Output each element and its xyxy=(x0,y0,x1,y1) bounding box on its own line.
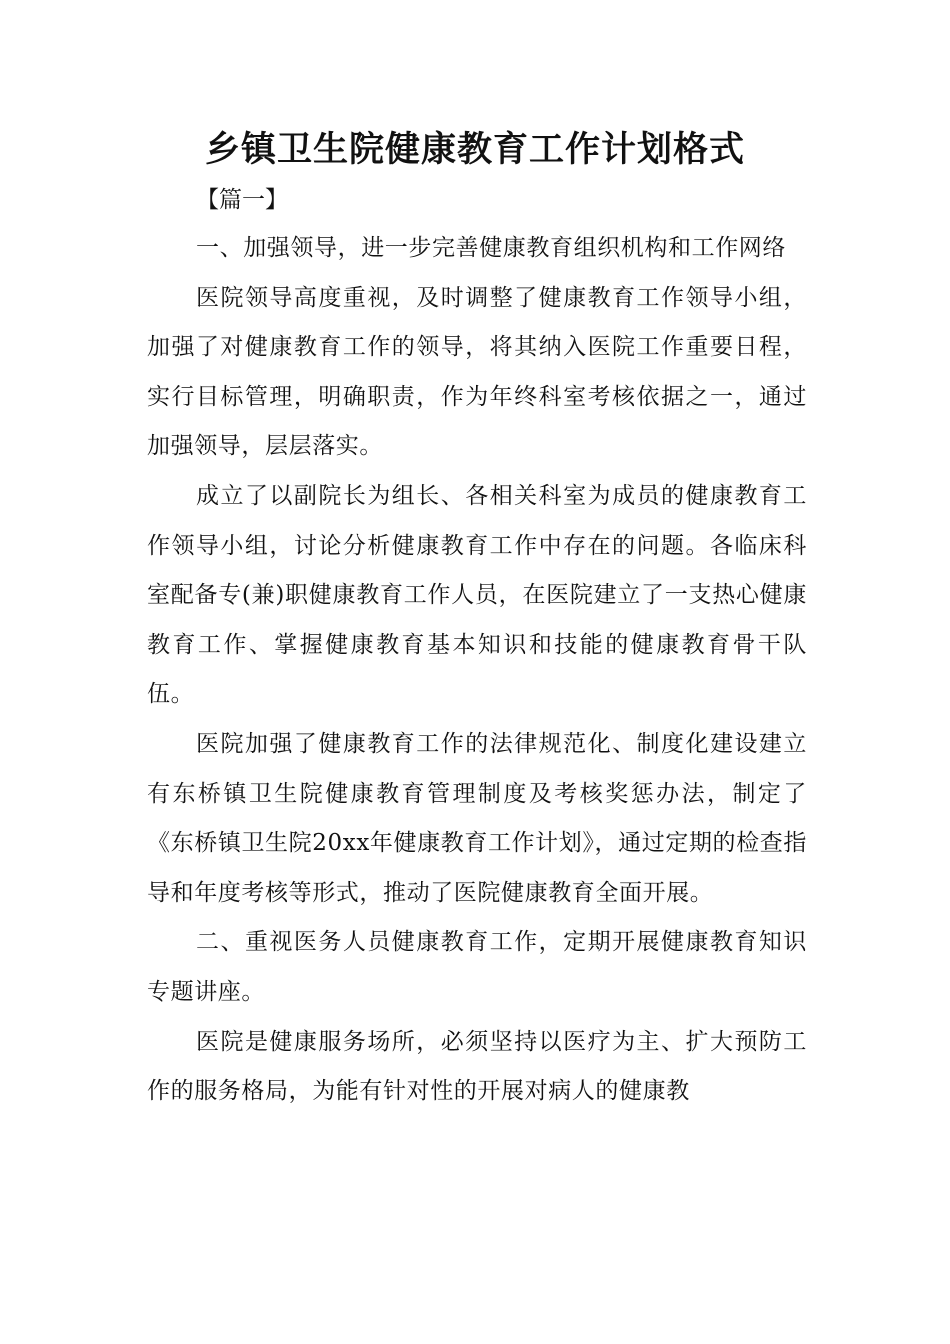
body-paragraph-3: 医院加强了健康教育工作的法律规范化、制度化建设建立有东桥镇卫生院健康教育管理制度及考核奖惩办法，制定了《东桥镇卫生院20xx年健康教育工作计划》，通过定期的检查指导和年度考核等形式，推动了医院健康教育全面开展。 xyxy=(147,730,807,906)
body-paragraph-2: 成立了以副院长为组长、各相关科室为成员的健康教育工作领导小组，讨论分析健康教育工作中存在的问题。各临床科室配备专(兼)职健康教育工作人员，在医院建立了一支热心健康教育工作、掌握健康教育基本知识和技能的健康教育骨干队伍。 xyxy=(147,482,807,708)
document-title: 乡镇卫生院健康教育工作计划格式 xyxy=(204,130,745,170)
heading-paragraph-2: 二、重视医务人员健康教育工作，定期开展健康教育知识专题讲座。 xyxy=(147,929,807,1005)
section-label: 【篇一】 xyxy=(196,187,288,213)
body-paragraph-1: 医院领导高度重视，及时调整了健康教育工作领导小组，加强了对健康教育工作的领导，将其纳入医院工作重要日程，实行目标管理，明确职责，作为年终科室考核依据之一，通过加强领导，层层落实。 xyxy=(147,284,807,460)
body-paragraph-4: 医院是健康服务场所，必须坚持以医疗为主、扩大预防工作的服务格局，为能有针对性的开展对病人的健康教 xyxy=(147,1028,807,1105)
heading-paragraph-1: 一、加强领导，进一步完善健康教育组织机构和工作网络 xyxy=(196,235,786,261)
document-body xyxy=(147,224,807,1117)
